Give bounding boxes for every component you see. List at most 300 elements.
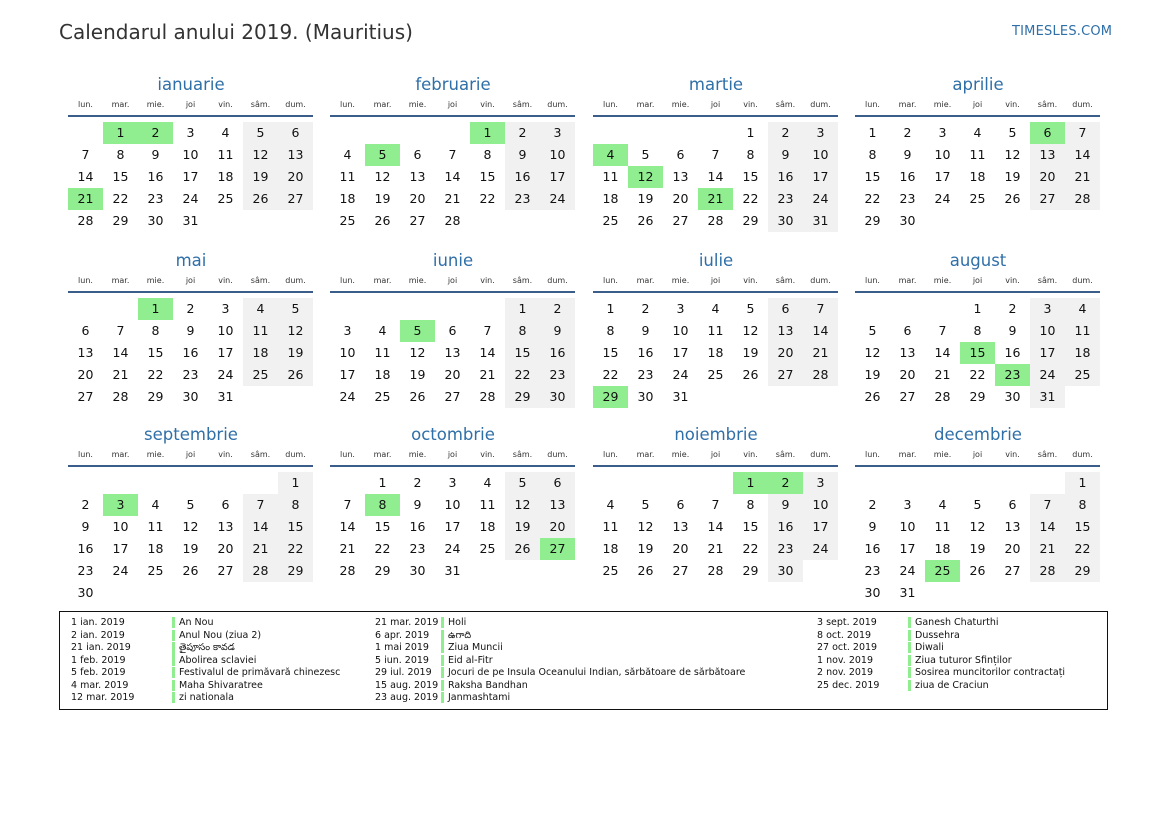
holiday-day-cell: 2 (768, 472, 803, 494)
day-cell: 16 (505, 166, 540, 188)
day-cell: 10 (217, 323, 234, 338)
day-cell: 13 (217, 519, 234, 534)
weekday-header: mar. (636, 450, 655, 459)
month-septembrie (68, 425, 314, 600)
day-cell: 6 (278, 122, 313, 144)
day-cell: 29 (374, 563, 391, 578)
day-cell: 28 (112, 389, 129, 404)
day-cell: 2 (540, 298, 575, 320)
legend-date: 21 mar. 2019 (375, 617, 439, 628)
day-cell: 16 (540, 342, 575, 364)
day-cell: 31 (1030, 386, 1065, 408)
weekday-header: dum. (1072, 100, 1093, 109)
day-cell: 17 (803, 166, 838, 188)
day-cell: 5 (1008, 125, 1017, 140)
day-cell: 30 (147, 213, 164, 228)
day-cell: 18 (374, 367, 391, 382)
day-cell: 4 (938, 497, 947, 512)
day-cell: 19 (742, 345, 759, 360)
day-cell: 20 (77, 367, 94, 382)
day-cell: 20 (672, 191, 689, 206)
legend-holiday-name: ఉగాది (441, 630, 471, 643)
day-cell: 12 (374, 169, 391, 184)
day-cell: 16 (147, 169, 164, 184)
legend-date: 12 mar. 2019 (71, 692, 135, 703)
day-cell: 1 (606, 301, 615, 316)
day-cell: 31 (182, 213, 199, 228)
day-cell: 19 (505, 516, 540, 538)
day-cell: 3 (186, 125, 195, 140)
weekday-header: mie. (933, 450, 952, 459)
day-cell: 26 (637, 563, 654, 578)
day-cell: 5 (641, 147, 650, 162)
day-cell: 19 (374, 191, 391, 206)
holiday-day-cell: 12 (628, 166, 663, 188)
day-cell: 27 (1030, 188, 1065, 210)
month-iunie (330, 251, 576, 421)
legend-holiday-name: Eid al-Fitr (441, 655, 493, 666)
day-cell: 10 (803, 494, 838, 516)
day-cell: 31 (217, 389, 234, 404)
day-cell: 27 (409, 213, 426, 228)
legend-date: 1 feb. 2019 (71, 654, 126, 666)
day-cell: 12 (637, 519, 654, 534)
month-divider (68, 115, 313, 117)
day-cell: 12 (182, 519, 199, 534)
day-cell: 20 (1030, 166, 1065, 188)
day-cell: 3 (540, 122, 575, 144)
weekday-header: joi (185, 276, 196, 285)
day-cell: 17 (934, 169, 951, 184)
day-cell: 8 (868, 147, 877, 162)
month-divider (330, 291, 575, 293)
holiday-day-cell: 1 (733, 472, 768, 494)
legend-holiday-name: Abolirea sclaviei (172, 655, 256, 666)
day-cell: 8 (151, 323, 160, 338)
day-cell: 15 (479, 169, 496, 184)
weekday-header: lun. (603, 100, 618, 109)
legend-holiday-name: Sosirea muncitorilor contractați (908, 667, 1065, 678)
day-cell: 16 (864, 541, 881, 556)
day-cell: 22 (479, 191, 496, 206)
weekday-header: dum. (547, 450, 568, 459)
day-cell: 16 (182, 345, 199, 360)
day-cell: 11 (602, 519, 619, 534)
legend-date: 21 ian. 2019 (71, 642, 131, 653)
day-cell: 11 (147, 519, 164, 534)
day-cell: 26 (742, 367, 759, 382)
weekday-header: sâm. (250, 276, 271, 285)
day-cell: 20 (409, 191, 426, 206)
legend-date: 23 aug. 2019 (375, 692, 439, 703)
month-divider (593, 115, 838, 117)
day-cell: 20 (540, 516, 575, 538)
day-cell: 11 (1065, 320, 1100, 342)
day-cell: 6 (676, 497, 685, 512)
day-cell: 3 (903, 497, 912, 512)
day-cell: 28 (1030, 560, 1065, 582)
day-cell: 7 (938, 323, 947, 338)
day-cell: 12 (864, 345, 881, 360)
day-cell: 22 (505, 364, 540, 386)
day-cell: 21 (243, 538, 278, 560)
day-cell: 10 (672, 323, 689, 338)
day-cell: 6 (540, 472, 575, 494)
day-cell: 13 (77, 345, 94, 360)
day-cell: 6 (1008, 497, 1017, 512)
day-cell: 2 (413, 475, 422, 490)
day-cell: 20 (1004, 541, 1021, 556)
month-ianuarie (68, 75, 314, 245)
day-cell: 22 (969, 367, 986, 382)
day-cell: 27 (217, 563, 234, 578)
day-cell: 3 (938, 125, 947, 140)
day-cell: 30 (637, 389, 654, 404)
day-cell: 12 (505, 494, 540, 516)
day-cell: 16 (409, 519, 426, 534)
day-cell: 4 (221, 125, 230, 140)
day-cell: 9 (768, 494, 803, 516)
month-name: februarie (415, 75, 491, 94)
day-cell: 11 (602, 169, 619, 184)
day-cell: 7 (483, 323, 492, 338)
day-cell: 16 (637, 345, 654, 360)
weekday-header: mar. (111, 276, 130, 285)
weekday-header: mar. (636, 276, 655, 285)
day-cell: 18 (969, 169, 986, 184)
legend-holiday-name: Holi (441, 617, 466, 628)
day-cell: 28 (934, 389, 951, 404)
month-name: aprilie (952, 75, 1004, 94)
legend-date: 5 iun. 2019 (375, 654, 429, 666)
day-cell: 4 (483, 475, 492, 490)
holiday-day-cell: 1 (103, 122, 138, 144)
day-cell: 10 (803, 144, 838, 166)
holiday-day-cell: 1 (470, 122, 505, 144)
holiday-day-cell: 15 (960, 342, 995, 364)
weekday-header: lun. (78, 276, 93, 285)
weekday-header: joi (447, 276, 458, 285)
day-cell: 3 (676, 301, 685, 316)
legend-date: 29 iul. 2019 (375, 667, 432, 678)
legend-date: 6 apr. 2019 (375, 629, 430, 641)
weekday-header: vin. (218, 276, 233, 285)
day-cell: 27 (899, 389, 916, 404)
day-cell: 20 (899, 367, 916, 382)
day-cell: 15 (505, 342, 540, 364)
day-cell: 18 (1065, 342, 1100, 364)
legend-holiday-name: Festivalul de primăvară chinezesc (172, 667, 340, 678)
month-name: septembrie (144, 425, 238, 444)
day-cell: 3 (448, 475, 457, 490)
day-cell: 18 (602, 191, 619, 206)
weekday-header: vin. (480, 450, 495, 459)
day-cell: 31 (899, 585, 916, 600)
month-name: iulie (698, 251, 734, 270)
day-cell: 9 (151, 147, 160, 162)
month-name: noiembrie (674, 425, 758, 444)
day-cell: 2 (768, 122, 803, 144)
day-cell: 25 (243, 364, 278, 386)
legend-holiday-name: Maha Shivaratree (172, 680, 263, 691)
day-cell: 27 (672, 213, 689, 228)
day-cell: 24 (182, 191, 199, 206)
day-cell: 29 (969, 389, 986, 404)
legend-holiday-name: Anul Nou (ziua 2) (172, 630, 261, 641)
weekday-header: joi (710, 100, 721, 109)
day-cell: 8 (606, 323, 615, 338)
weekday-header: sâm. (512, 450, 533, 459)
legend-holiday-name: Dussehra (908, 630, 960, 641)
day-cell: 3 (803, 472, 838, 494)
day-cell: 10 (112, 519, 129, 534)
day-cell: 23 (77, 563, 94, 578)
day-cell: 19 (637, 191, 654, 206)
holiday-legend (59, 611, 1108, 710)
day-cell: 25 (602, 563, 619, 578)
weekday-header: joi (972, 100, 983, 109)
day-cell: 26 (182, 563, 199, 578)
day-cell: 28 (1065, 188, 1100, 210)
day-cell: 20 (217, 541, 234, 556)
weekday-header: lun. (340, 276, 355, 285)
weekday-header: mie. (408, 100, 427, 109)
day-cell: 5 (186, 497, 195, 512)
day-cell: 17 (540, 166, 575, 188)
day-cell: 7 (448, 147, 457, 162)
day-cell: 4 (606, 497, 615, 512)
weekday-header: joi (710, 450, 721, 459)
weekday-header: joi (185, 100, 196, 109)
day-cell: 30 (768, 560, 803, 582)
day-cell: 28 (339, 563, 356, 578)
legend-holiday-name: Ziua tuturor Sfinților (908, 655, 1012, 666)
month-iulie (593, 251, 839, 421)
day-cell: 21 (112, 367, 129, 382)
day-cell: 27 (1004, 563, 1021, 578)
day-cell: 8 (505, 320, 540, 342)
day-cell: 29 (864, 213, 881, 228)
day-cell: 18 (707, 345, 724, 360)
month-divider (330, 465, 575, 467)
legend-holiday-name: An Nou (172, 617, 213, 628)
month-name: august (949, 251, 1007, 270)
day-cell: 5 (641, 497, 650, 512)
day-cell: 28 (243, 560, 278, 582)
weekday-header: dum. (285, 276, 306, 285)
day-cell: 21 (479, 367, 496, 382)
day-cell: 12 (742, 323, 759, 338)
day-cell: 22 (278, 538, 313, 560)
weekday-header: lun. (78, 450, 93, 459)
weekday-header: vin. (743, 450, 758, 459)
day-cell: 5 (973, 497, 982, 512)
day-cell: 19 (637, 541, 654, 556)
day-cell: 14 (803, 320, 838, 342)
day-cell: 19 (969, 541, 986, 556)
day-cell: 28 (479, 389, 496, 404)
day-cell: 15 (742, 169, 759, 184)
day-cell: 26 (374, 213, 391, 228)
weekday-header: lun. (865, 450, 880, 459)
weekday-header: mar. (373, 276, 392, 285)
day-cell: 25 (969, 191, 986, 206)
day-cell: 3 (221, 301, 230, 316)
day-cell: 11 (374, 345, 391, 360)
month-divider (68, 291, 313, 293)
day-cell: 27 (444, 389, 461, 404)
day-cell: 8 (278, 494, 313, 516)
day-cell: 10 (1030, 320, 1065, 342)
weekday-header: vin. (743, 100, 758, 109)
weekday-header: joi (710, 276, 721, 285)
day-cell: 6 (413, 147, 422, 162)
month-decembrie (855, 425, 1101, 600)
day-cell: 5 (868, 323, 877, 338)
day-cell: 12 (278, 320, 313, 342)
day-cell: 24 (803, 538, 838, 560)
weekday-header: dum. (1072, 450, 1093, 459)
weekday-header: lun. (340, 100, 355, 109)
day-cell: 24 (540, 188, 575, 210)
weekday-header: mar. (898, 450, 917, 459)
month-februarie (330, 75, 576, 245)
day-cell: 16 (768, 516, 803, 538)
month-aprilie (855, 75, 1101, 245)
weekday-header: lun. (78, 100, 93, 109)
month-name: octombrie (411, 425, 495, 444)
day-cell: 14 (444, 169, 461, 184)
day-cell: 11 (243, 320, 278, 342)
day-cell: 28 (77, 213, 94, 228)
day-cell: 17 (444, 519, 461, 534)
weekday-header: vin. (218, 450, 233, 459)
day-cell: 4 (1065, 298, 1100, 320)
day-cell: 19 (243, 166, 278, 188)
day-cell: 15 (278, 516, 313, 538)
day-cell: 6 (903, 323, 912, 338)
weekday-header: lun. (340, 450, 355, 459)
day-cell: 25 (479, 541, 496, 556)
day-cell: 15 (864, 169, 881, 184)
legend-date: 15 aug. 2019 (375, 679, 439, 691)
day-cell: 22 (742, 541, 759, 556)
weekday-header: mie. (671, 450, 690, 459)
day-cell: 4 (711, 301, 720, 316)
day-cell: 14 (339, 519, 356, 534)
month-name: martie (688, 75, 744, 94)
holiday-day-cell: 5 (365, 144, 400, 166)
day-cell: 23 (899, 191, 916, 206)
legend-date: 2 nov. 2019 (817, 667, 873, 678)
day-cell: 4 (243, 298, 278, 320)
weekday-header: sâm. (1037, 276, 1058, 285)
day-cell: 17 (217, 345, 234, 360)
day-cell: 15 (602, 345, 619, 360)
weekday-header: mar. (373, 100, 392, 109)
day-cell: 5 (746, 301, 755, 316)
legend-date: 5 feb. 2019 (71, 667, 126, 678)
day-cell: 18 (479, 519, 496, 534)
day-cell: 17 (672, 345, 689, 360)
weekday-header: joi (447, 450, 458, 459)
weekday-header: sâm. (1037, 100, 1058, 109)
month-name: decembrie (934, 425, 1022, 444)
day-cell: 10 (444, 497, 461, 512)
day-cell: 7 (116, 323, 125, 338)
day-cell: 19 (864, 367, 881, 382)
day-cell: 13 (1030, 144, 1065, 166)
day-cell: 23 (147, 191, 164, 206)
day-cell: 9 (81, 519, 90, 534)
day-cell: 10 (182, 147, 199, 162)
holiday-day-cell: 21 (68, 188, 103, 210)
holiday-day-cell: 3 (103, 494, 138, 516)
weekday-header: mar. (111, 100, 130, 109)
day-cell: 3 (343, 323, 352, 338)
day-cell: 3 (803, 122, 838, 144)
day-cell: 25 (339, 213, 356, 228)
holiday-day-cell: 8 (365, 494, 400, 516)
day-cell: 14 (479, 345, 496, 360)
legend-date: 25 dec. 2019 (817, 679, 880, 691)
weekday-header: dum. (810, 450, 831, 459)
day-cell: 27 (278, 188, 313, 210)
weekday-header: lun. (603, 450, 618, 459)
month-octombrie (330, 425, 576, 595)
day-cell: 30 (409, 563, 426, 578)
day-cell: 29 (278, 560, 313, 582)
day-cell: 8 (746, 497, 755, 512)
weekday-header: vin. (218, 100, 233, 109)
weekday-header: sâm. (1037, 450, 1058, 459)
legend-date: 2 ian. 2019 (71, 629, 125, 641)
day-cell: 18 (602, 541, 619, 556)
day-cell: 22 (374, 541, 391, 556)
day-cell: 26 (243, 188, 278, 210)
weekday-header: mie. (408, 276, 427, 285)
month-divider (68, 465, 313, 467)
weekday-header: mar. (898, 100, 917, 109)
weekday-header: dum. (547, 100, 568, 109)
legend-date: 3 sept. 2019 (817, 617, 877, 628)
day-cell: 18 (243, 342, 278, 364)
day-cell: 4 (973, 125, 982, 140)
day-cell: 17 (112, 541, 129, 556)
legend-holiday-name: Ganesh Chaturthi (908, 617, 999, 628)
month-mai (68, 251, 314, 421)
weekday-header: mar. (636, 100, 655, 109)
day-cell: 9 (1008, 323, 1017, 338)
day-cell: 6 (768, 298, 803, 320)
day-cell: 26 (1004, 191, 1021, 206)
day-cell: 31 (672, 389, 689, 404)
weekday-header: mie. (933, 276, 952, 285)
day-cell: 2 (1008, 301, 1017, 316)
day-cell: 8 (116, 147, 125, 162)
site-logo-link[interactable]: TIMESLES.COM (1012, 24, 1113, 39)
day-cell: 4 (151, 497, 160, 512)
day-cell: 17 (899, 541, 916, 556)
weekday-header: mie. (146, 276, 165, 285)
month-noiembrie (593, 425, 839, 595)
day-cell: 24 (217, 367, 234, 382)
day-cell: 13 (1004, 519, 1021, 534)
weekday-header: dum. (285, 100, 306, 109)
day-cell: 7 (711, 497, 720, 512)
weekday-header: lun. (865, 100, 880, 109)
day-cell: 30 (864, 585, 881, 600)
